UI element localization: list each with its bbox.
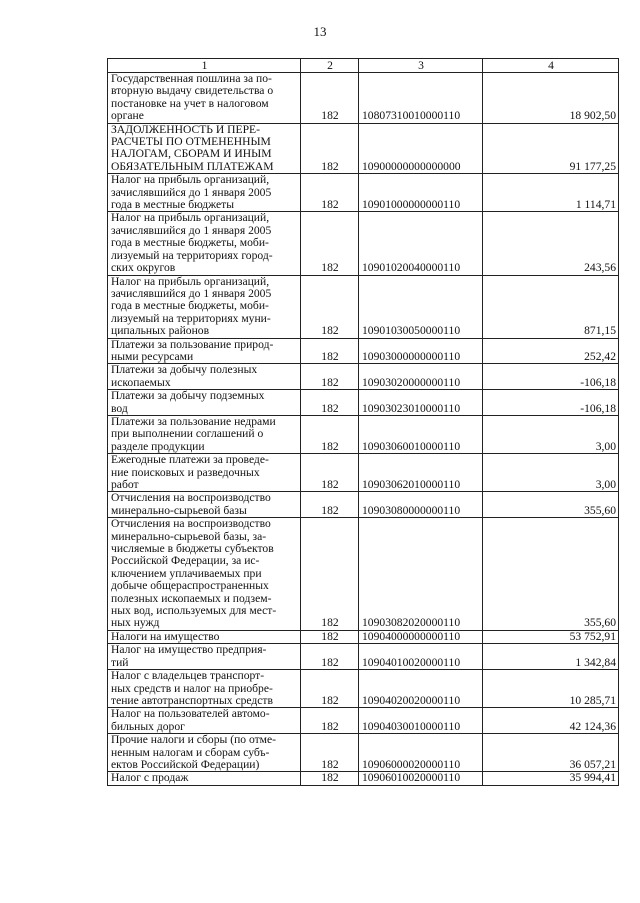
row-classification-code: 10903062010000110: [359, 454, 483, 492]
table-row: [108, 670, 619, 708]
row-name: Налог на прибыль организаций, зачислявшийся до 1 января 2005 года в местные бюджеты, моби- лизуемый на территориях город- ских округов: [108, 212, 301, 275]
row-name: Налоги на имущество: [108, 630, 301, 643]
table-row: [108, 644, 619, 670]
row-amount: 355,60: [483, 492, 619, 518]
column-header-admin: 2: [301, 59, 359, 73]
table-row: [108, 73, 619, 124]
row-amount: 252,42: [483, 338, 619, 364]
row-admin-code: 182: [301, 518, 359, 631]
table-row: [108, 338, 619, 364]
row-amount: 53 752,91: [483, 630, 619, 643]
row-classification-code: 10904020020000110: [359, 670, 483, 708]
row-name: Платежи за добычу полезных ископаемых: [108, 364, 301, 390]
row-amount: 35 994,41: [483, 772, 619, 785]
row-admin-code: 182: [301, 275, 359, 338]
row-classification-code: 10901020040000110: [359, 212, 483, 275]
column-header-amount: 4: [483, 59, 619, 73]
row-classification-code: 10903020000000110: [359, 364, 483, 390]
row-name: Платежи за добычу подземных вод: [108, 390, 301, 416]
row-admin-code: 182: [301, 708, 359, 734]
row-classification-code: 10904010020000110: [359, 644, 483, 670]
table-row: [108, 275, 619, 338]
table-row: [108, 518, 619, 631]
row-classification-code: 10904030010000110: [359, 708, 483, 734]
row-classification-code: 10903082020000110: [359, 518, 483, 631]
row-name: Отчисления на воспроизводство минерально-сырьевой базы: [108, 492, 301, 518]
table-row: [108, 454, 619, 492]
table-row: [108, 415, 619, 453]
table-row: [108, 492, 619, 518]
row-amount: 91 177,25: [483, 123, 619, 174]
table-row: [108, 708, 619, 734]
table-row: [108, 734, 619, 772]
row-classification-code: 10900000000000000: [359, 123, 483, 174]
table-body: [108, 73, 619, 786]
row-name: Прочие налоги и сборы (по отме- ненным налогам и сборам субъ- ектов Российской Федерации): [108, 734, 301, 772]
row-admin-code: 182: [301, 670, 359, 708]
row-admin-code: 182: [301, 123, 359, 174]
row-amount: 3,00: [483, 454, 619, 492]
row-amount: -106,18: [483, 390, 619, 416]
table-header-row: [108, 59, 619, 73]
row-classification-code: 10906010020000110: [359, 772, 483, 785]
table-row: [108, 364, 619, 390]
row-classification-code: 10903060010000110: [359, 415, 483, 453]
row-admin-code: 182: [301, 734, 359, 772]
row-admin-code: 182: [301, 390, 359, 416]
row-amount: 243,56: [483, 212, 619, 275]
row-amount: 1 114,71: [483, 174, 619, 212]
row-admin-code: 182: [301, 364, 359, 390]
row-admin-code: 182: [301, 772, 359, 785]
row-classification-code: 10903023010000110: [359, 390, 483, 416]
row-amount: 871,15: [483, 275, 619, 338]
row-admin-code: 182: [301, 454, 359, 492]
row-admin-code: 182: [301, 630, 359, 643]
table-row: [108, 630, 619, 643]
revenue-table: [107, 58, 619, 786]
row-amount: 18 902,50: [483, 73, 619, 124]
row-name: Налог на пользователей автомо- бильных дорог: [108, 708, 301, 734]
row-amount: 10 285,71: [483, 670, 619, 708]
row-name: Налог на прибыль организаций, зачислявшийся до 1 января 2005 года в местные бюджеты: [108, 174, 301, 212]
row-classification-code: 10904000000000110: [359, 630, 483, 643]
row-amount: 36 057,21: [483, 734, 619, 772]
row-admin-code: 182: [301, 174, 359, 212]
table-row: [108, 390, 619, 416]
row-name: Налог на прибыль организаций, зачислявшийся до 1 января 2005 года в местные бюджеты, моби- лизуемый на территориях муни- ципальных районов: [108, 275, 301, 338]
row-name: Налог с владельцев транспорт- ных средств и налог на приобре- тение автотранспортных средств: [108, 670, 301, 708]
row-classification-code: 10807310010000110: [359, 73, 483, 124]
row-admin-code: 182: [301, 415, 359, 453]
row-admin-code: 182: [301, 644, 359, 670]
row-admin-code: 182: [301, 212, 359, 275]
row-amount: -106,18: [483, 364, 619, 390]
row-name: Отчисления на воспроизводство минерально-сырьевой базы, за- числяемые в бюджеты субъектов Российской Федерации, за ис- ключением уплачиваемых при добыче общераспространенных полезных ископаемых и подзем- ных вод, используемых для мест- ных нужд: [108, 518, 301, 631]
row-admin-code: 182: [301, 73, 359, 124]
row-classification-code: 10906000020000110: [359, 734, 483, 772]
table-row: [108, 212, 619, 275]
row-amount: 355,60: [483, 518, 619, 631]
row-admin-code: 182: [301, 492, 359, 518]
table-row: [108, 123, 619, 174]
row-name: Государственная пошлина за по- вторную выдачу свидетельства о постановке на учет в налоговом органе: [108, 73, 301, 124]
table-row: [108, 174, 619, 212]
row-amount: 3,00: [483, 415, 619, 453]
row-name: Налог с продаж: [108, 772, 301, 785]
row-classification-code: 10903000000000110: [359, 338, 483, 364]
table-row: [108, 772, 619, 785]
row-name: Ежегодные платежи за проведе- ние поисковых и разведочных работ: [108, 454, 301, 492]
page-number: 13: [313, 24, 327, 39]
row-classification-code: 10901000000000110: [359, 174, 483, 212]
column-header-name: 1: [108, 59, 301, 73]
row-amount: 42 124,36: [483, 708, 619, 734]
row-name: Платежи за пользование природ- ными ресурсами: [108, 338, 301, 364]
row-name: Платежи за пользование недрами при выполнении соглашений о разделе продукции: [108, 415, 301, 453]
row-admin-code: 182: [301, 338, 359, 364]
row-classification-code: 10901030050000110: [359, 275, 483, 338]
row-name: Налог на имущество предприя- тий: [108, 644, 301, 670]
row-name: ЗАДОЛЖЕННОСТЬ И ПЕРЕ- РАСЧЕТЫ ПО ОТМЕНЕННЫМ НАЛОГАМ, СБОРАМ И ИНЫМ ОБЯЗАТЕЛЬНЫМ ПЛАТЕЖАМ: [108, 123, 301, 174]
row-classification-code: 10903080000000110: [359, 492, 483, 518]
column-header-code: 3: [359, 59, 483, 73]
row-amount: 1 342,84: [483, 644, 619, 670]
